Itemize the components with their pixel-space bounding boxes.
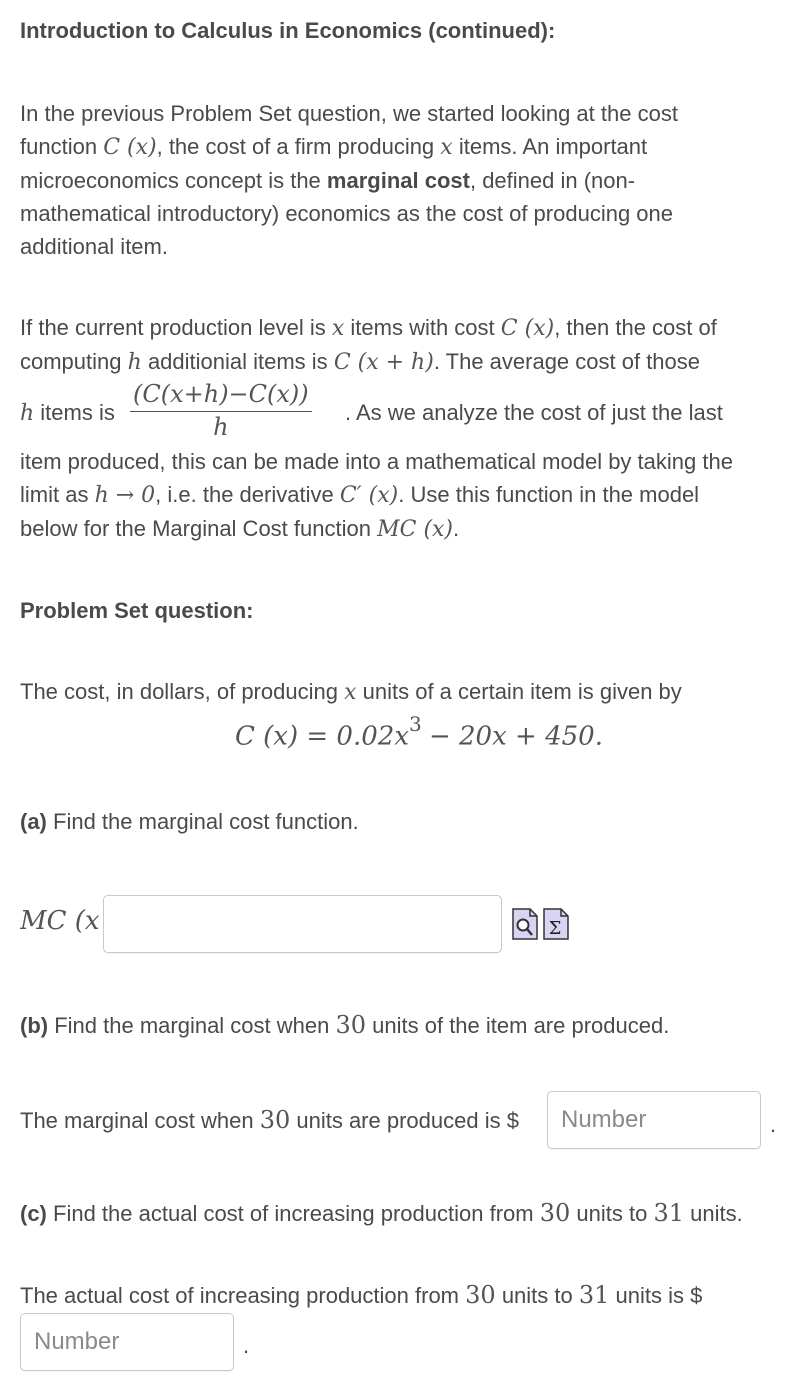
problem-heading: Problem Set question: — [20, 598, 254, 623]
text: Find the marginal cost function. — [53, 809, 359, 834]
text: items is — [40, 400, 115, 425]
text: items. An important — [458, 134, 648, 159]
text: , i.e. the derivative — [155, 482, 334, 507]
trailing-period: . — [770, 1112, 777, 1137]
text: computing — [20, 349, 122, 374]
math-x: x — [344, 680, 357, 705]
math-h: h — [20, 401, 35, 426]
intro-paragraph-2 — [20, 311, 790, 546]
text: items with cost — [350, 315, 495, 340]
text: limit as — [20, 482, 89, 507]
problem-stem — [20, 675, 682, 709]
text: mathematical introductory) economics as the cost of producing one — [20, 201, 673, 226]
math-number: 30 — [259, 1106, 291, 1134]
text: . Use this function in the model — [398, 482, 700, 507]
part-label: (a) — [20, 809, 47, 834]
math-number: 31 — [653, 1199, 685, 1227]
part-label: (b) — [20, 1013, 49, 1038]
math-number: 30 — [539, 1199, 571, 1227]
text: The marginal cost when — [20, 1108, 254, 1133]
math-number: 31 — [578, 1281, 610, 1309]
text: below for the Marginal Cost function — [20, 516, 371, 541]
marginal-cost-function-input[interactable] — [103, 895, 502, 953]
math-x: x — [331, 316, 345, 341]
fraction-numerator: (C(x+h)−C(x)) — [130, 379, 312, 412]
math-number: 30 — [335, 1011, 367, 1039]
text: units is $ — [615, 1283, 703, 1308]
text: The actual cost of increasing production from — [20, 1283, 460, 1308]
math-cost-fn-h: C (x + h) — [333, 350, 434, 375]
equation-editor-icon[interactable] — [543, 908, 569, 940]
part-c-prompt — [20, 1197, 743, 1230]
formula-main: C (x) = 0.02x — [235, 721, 409, 752]
text: units of the item are produced. — [372, 1013, 670, 1038]
part-a-prompt — [20, 805, 359, 838]
math-limit: h → 0 — [94, 483, 156, 508]
text: In the previous Problem Set question, we started looking at the cost — [20, 101, 678, 126]
math-number: 30 — [465, 1281, 496, 1309]
text: The cost, in dollars, of producing — [20, 679, 338, 704]
text: , defined in (non- — [469, 168, 636, 193]
intro-paragraph-1 — [20, 97, 780, 263]
text: . — [453, 516, 460, 541]
text: . The average cost of those — [433, 349, 701, 374]
math-derivative: C′ (x) — [339, 483, 399, 508]
preview-icon[interactable] — [512, 908, 538, 940]
math-x: x — [440, 135, 453, 160]
text: units are produced is $ — [296, 1108, 519, 1133]
part-label: (c) — [20, 1201, 47, 1226]
page-title: Introduction to Calculus in Economics (continued): — [20, 18, 556, 43]
part-b-prompt — [20, 1009, 669, 1042]
text: , then the cost of — [554, 315, 717, 340]
formula-exponent: 3 — [408, 712, 422, 736]
part-b-answer-line — [20, 1104, 519, 1137]
math-h: h — [127, 350, 142, 375]
math-mc: MC (x) — [377, 517, 454, 542]
svg-text:Σ: Σ — [548, 918, 562, 939]
fraction-denominator: h — [213, 413, 229, 441]
actual-cost-increase-input[interactable] — [20, 1313, 234, 1371]
text: units of a certain item is given by — [362, 679, 682, 704]
math-cost-fn: C (x) — [500, 316, 555, 341]
cost-formula — [235, 712, 603, 752]
text: Find the marginal cost when — [54, 1013, 330, 1038]
text: additionial items is — [147, 349, 328, 374]
text: . As we analyze the cost of just the last — [345, 400, 723, 425]
text: function — [20, 134, 98, 159]
text: units to — [576, 1201, 648, 1226]
part-c-answer-line — [20, 1279, 702, 1312]
text: , the cost of a firm producing — [156, 134, 435, 159]
bold-term: marginal cost — [326, 168, 470, 193]
math-cost-fn: C (x) — [103, 135, 157, 160]
text: microeconomics concept is the — [20, 168, 321, 193]
trailing-period: . — [243, 1333, 250, 1358]
text: Find the actual cost of increasing production from — [53, 1201, 534, 1226]
average-cost-fraction — [130, 379, 312, 442]
text: additional item. — [20, 234, 168, 259]
text: units. — [690, 1201, 743, 1226]
text: item produced, this can be made into a mathematical model by taking the — [20, 449, 733, 474]
marginal-cost-at-30-input[interactable] — [547, 1091, 761, 1149]
text: If the current production level is — [20, 315, 326, 340]
formula-tail: − 20x + 450. — [428, 721, 603, 752]
text: units to — [501, 1283, 573, 1308]
mc-label: MC (x — [20, 906, 100, 936]
